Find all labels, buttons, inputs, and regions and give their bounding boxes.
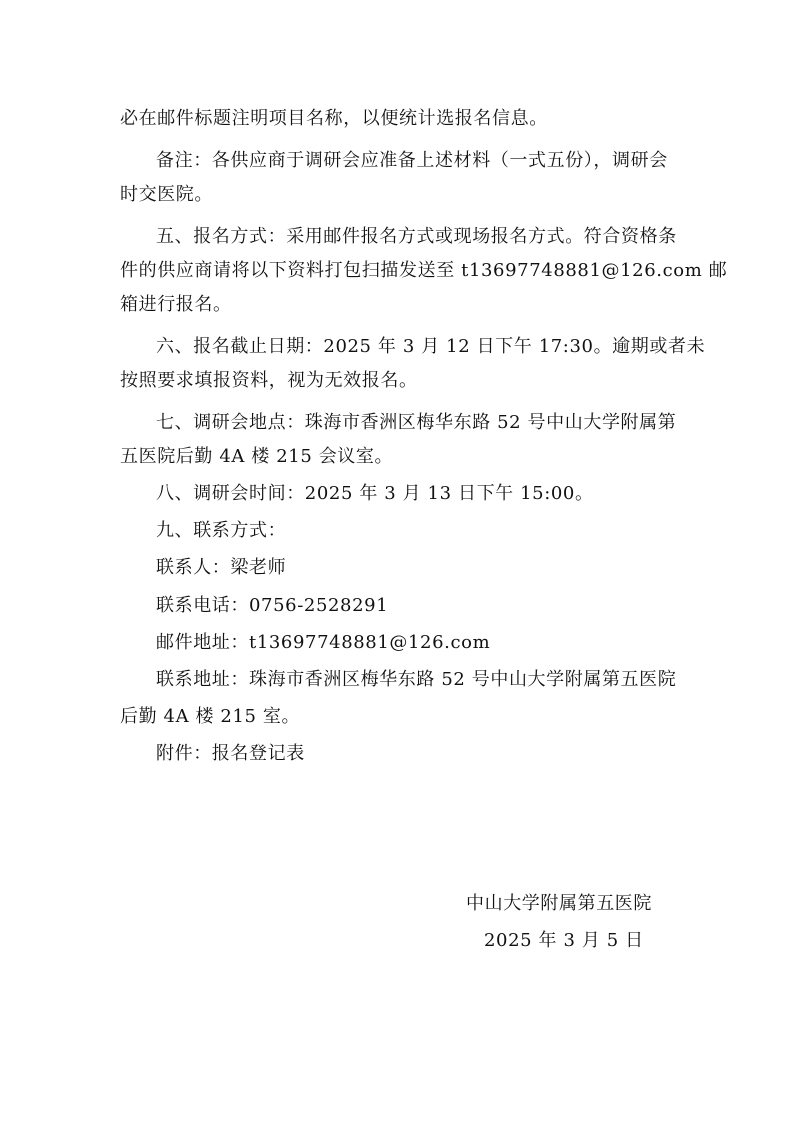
text-line: 联系人：梁老师 — [156, 557, 287, 578]
text-line: 后勤 4A 楼 215 室。 — [120, 706, 301, 727]
text-line: 七、调研会地点：珠海市香洲区梅华东路 52 号中山大学附属第 — [156, 412, 677, 433]
text-line: 必在邮件标题注明项目名称，以便统计选报名信息。 — [120, 108, 548, 129]
text-line: 九、联系方式： — [156, 520, 287, 541]
text-line: 五、报名方式：采用邮件报名方式或现场报名方式。符合资格条 — [156, 226, 677, 247]
text-line: 按照要求填报资料，视为无效报名。 — [120, 370, 418, 391]
text-line: 邮件地址：t13697748881@126.com — [156, 632, 491, 653]
text-line: 备注：各供应商于调研会应准备上述材料（一式五份），调研会 — [156, 150, 668, 171]
signature-date: 2025 年 3 月 5 日 — [484, 930, 644, 951]
text-line: 件的供应商请将以下资料打包扫描发送至 t13697748881@126.com 邮 — [120, 260, 728, 281]
text-line: 联系电话：0756-2528291 — [156, 595, 389, 616]
text-line: 六、报名截止日期：2025 年 3 月 12 日下午 17:30。逾期或者未 — [156, 336, 706, 357]
text-line: 八、调研会时间：2025 年 3 月 13 日下午 15:00。 — [156, 483, 594, 504]
text-line: 五医院后勤 4A 楼 215 会议室。 — [120, 446, 394, 467]
signature-org: 中山大学附属第五医院 — [466, 893, 652, 914]
text-line: 附件：报名登记表 — [156, 743, 305, 764]
text-line: 时交医院。 — [120, 184, 213, 205]
text-line: 箱进行报名。 — [120, 294, 232, 315]
text-line: 联系地址：珠海市香洲区梅华东路 52 号中山大学附属第五医院 — [156, 669, 677, 690]
